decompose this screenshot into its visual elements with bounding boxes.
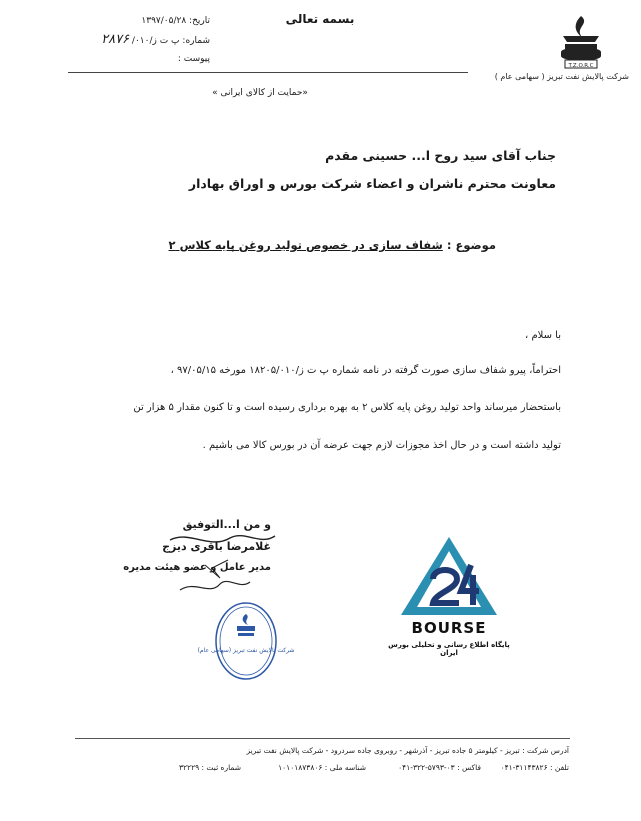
- subject-label: موضوع :: [446, 238, 496, 252]
- number-handwritten: ۲۸۷۶: [101, 32, 130, 47]
- date-line: [80, 16, 210, 26]
- header-divider: [68, 72, 468, 73]
- bourse24-logo-icon: [383, 531, 515, 621]
- salutation: با سلام ،: [525, 330, 561, 341]
- subject-line: [96, 238, 496, 252]
- footer-phone: تلفن : ۳۱۱۴۳۸۲۶-۰۴۱: [500, 763, 569, 772]
- number-line: [80, 32, 210, 47]
- header-title: بسمه تعالی: [285, 12, 355, 26]
- attachment-label: پیوست :: [177, 54, 210, 64]
- company-logo: [551, 12, 611, 72]
- footer-registration: شماره ثبت : ۳۲۲۲۹: [178, 763, 241, 772]
- bourse-word: BOURSE: [411, 619, 487, 637]
- footer-national-id: شناسه ملی : ۱۰۱۰۱۸۷۳۸۰۶: [278, 763, 366, 772]
- attachment-line: [80, 54, 210, 64]
- company-stamp: [197, 600, 295, 682]
- date-value: ۱۳۹۷/۰۵/۲۸: [141, 16, 187, 26]
- logo-text: T.Z.O.R.C: [568, 63, 594, 69]
- company-name: شرکت پالایش نفت تبریز ( سهامی عام ): [494, 72, 629, 81]
- recipient-title: معاونت محترم ناشران و اعضاء شرکت بورس و اوراق بهادار: [188, 176, 556, 191]
- stamp-text: شرکت پالایش نفت تبریز (سهامی عام): [197, 647, 295, 654]
- paragraph-line-3: تولید داشته است و در حال اخذ مجوزات لازم جهت عرضه آن در بورس کالا می باشیم .: [202, 440, 561, 451]
- number-value: پ ت ز/۰۱۰/: [131, 36, 180, 46]
- footer-divider: [75, 738, 570, 739]
- number-label: شماره:: [182, 36, 210, 46]
- footer-fax: فاکس : ۰۳-۵۷۹۳-۳۲۲-۰۴۱: [398, 763, 481, 772]
- bourse-subtitle: پایگاه اطلاع رسانی و تحلیلی بورس ایران: [388, 641, 510, 657]
- date-label: تاریخ:: [189, 16, 210, 26]
- subject-text: شفاف سازی در خصوص تولید روغن پایه کلاس ۲: [168, 238, 443, 252]
- bourse24-watermark: [383, 531, 515, 659]
- signer-position: مدیر عامل و عضو هیئت مدیره: [123, 562, 271, 573]
- footer-address: آدرس شرکت : تبریز - کیلومتر ۵ جاده تبریز - آذرشهر - روبروی جاده سردرود - شرکت پالایش نفت تبریز: [246, 746, 569, 755]
- slogan: «حمایت از کالای ایرانی »: [212, 88, 308, 98]
- handwritten-signature: [150, 520, 290, 600]
- recipient-name: جناب آقای سید روح ا... حسینی مقدم: [325, 148, 556, 163]
- signer-name: غلامرضا باقری دیزج: [162, 540, 271, 553]
- paragraph-line-2: باستحضار میرساند واحد تولید روغن پایه کلاس ۲ به بهره برداری رسیده است و تا کنون مقدار ۵ هزار تن: [133, 402, 561, 413]
- closing-phrase: و من ا...التوفیق: [182, 518, 271, 531]
- paragraph-line-1: احتراماً، پیرو شفاف سازی صورت گرفته در نامه شماره پ ت ز/۱۸۲۰۵/۰۱۰ مورخه ۹۷/۰۵/۱۵ ،: [170, 365, 561, 376]
